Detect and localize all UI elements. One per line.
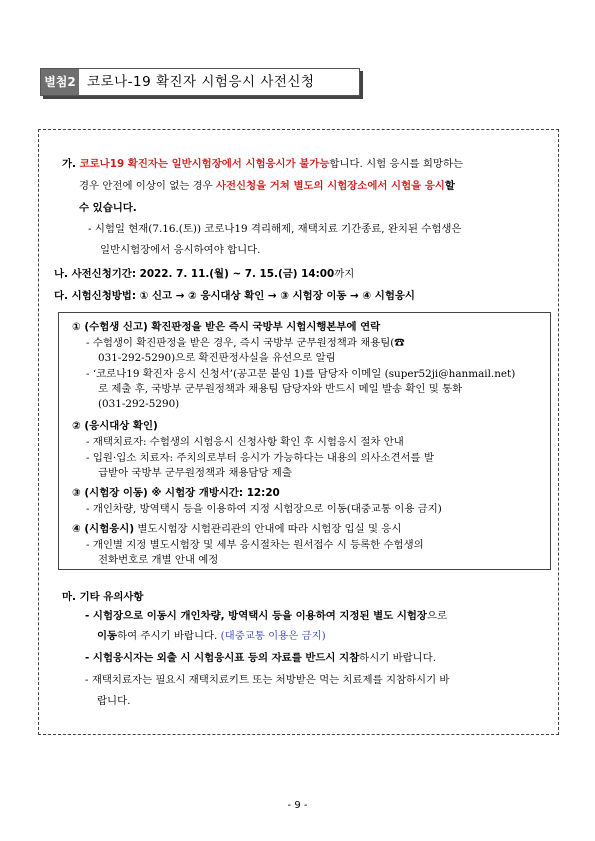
item-ma-note1a: - 시험장으로 이동시 개인차량, 방역택시 등을 이용하여 지정된 별도 시험장으로: [85, 610, 448, 622]
page-number: - 9 -: [287, 800, 308, 811]
step1-bullet2b: 로 제출 후, 국방부 군무원정책과 채용팀 담당자와 반드시 메일 발송 확인 및 통화: [98, 383, 463, 395]
step3-title: ③ (시험장 이동) ※ 시험장 개방시간: 12:20: [72, 487, 280, 499]
item-ga-line2: 경우 안전에 이상이 없는 경우 사전신청을 거쳐 별도의 시험장소에서 시험을 응시할: [79, 180, 455, 192]
item-ma-note3a: - 재택치료자는 필요시 재택치료키트 또는 처방받은 먹는 치료제를 지참하시기 바: [85, 674, 450, 686]
step4-title: ④ (시험응시) 별도시험장 시험관리관의 안내에 따라 시험장 입실 및 응시: [72, 523, 402, 535]
step2-bullet2a: - 입원·입소 치료자: 주치의로부터 응시가 가능하다는 내용의 의사소견서를 발: [86, 452, 434, 464]
section-title: 코로나-19 확진자 시험응시 사전신청: [87, 74, 315, 90]
step1-bullet2c: (031-292-5290): [98, 398, 180, 410]
item-na: 나. 사전신청기간: 2022. 7. 11.(월) ~ 7. 15.(금) 14:00까지: [54, 268, 355, 280]
step4-bullet1b: 전화번호로 개별 안내 예정: [98, 554, 219, 566]
step1-title: ① (수험생 신고) 확진판정을 받은 즉시 국방부 시험시행본부에 연락: [72, 321, 381, 333]
step1-bullet1b: 031-292-5290)으로 확진판정사실을 유선으로 알림: [98, 352, 336, 364]
item-ma-note3b: 랍니다.: [97, 695, 131, 707]
item-ma-note2: - 시험응시자는 외출 시 시험응시표 등의 자료를 반드시 지참하시기 바랍니다.: [85, 652, 437, 664]
step4-bullet1a: - 개인별 지정 별도시험장 및 세부 응시절차는 원서접수 시 등록한 수험생의: [86, 539, 424, 551]
step2-bullet1: - 재택치료자: 수험생의 시험응시 신청사항 확인 후 시험응시 절차 안내: [86, 436, 404, 448]
step2-bullet2b: 급받아 국방부 군무원정책과 채용담당 제출: [98, 467, 292, 479]
item-da: 다. 시험신청방법: ① 신고 → ② 응시대상 확인 → ③ 시험장 이동 → ④ 시험응시: [54, 290, 415, 302]
item-ma-note1b: 이동하여 주시기 바랍니다. (대중교통 이용은 금지): [97, 630, 326, 642]
item-ga-note1: - 시험일 현재(7.16.(토)) 코로나19 격리해제, 재택치료 기간종료, 완치된 수험생은: [88, 223, 462, 235]
step1-bullet2a: - ‘코로나19 확진자 응시 신청서’(공고문 붙임 1)를 담당자 이메일 (super52ji@hanmail.net): [86, 368, 516, 380]
step3-bullet1: - 개인차량, 방역택시 등을 이용하여 지정 시험장으로 이동(대중교통 이용 금지): [86, 503, 442, 515]
step2-title: ② (응시대상 확인): [72, 420, 158, 432]
attachment-badge: 별첨2: [41, 69, 79, 95]
item-ga-line1: 가. 코로나19 확진자는 일반시험장에서 시험응시가 불가능합니다. 시험 응시를 희망하는: [62, 158, 464, 170]
item-ga-line3: 수 있습니다.: [79, 202, 137, 214]
section-header: [40, 68, 360, 96]
item-ga-note2: 일반시험장에서 응시하여야 합니다.: [100, 244, 261, 256]
item-ma-title: 마. 기타 유의사항: [62, 591, 144, 603]
step1-bullet1a: - 수험생이 확진판정을 받은 경우, 즉시 국방부 군무원정책과 채용팀(☎: [86, 337, 405, 349]
